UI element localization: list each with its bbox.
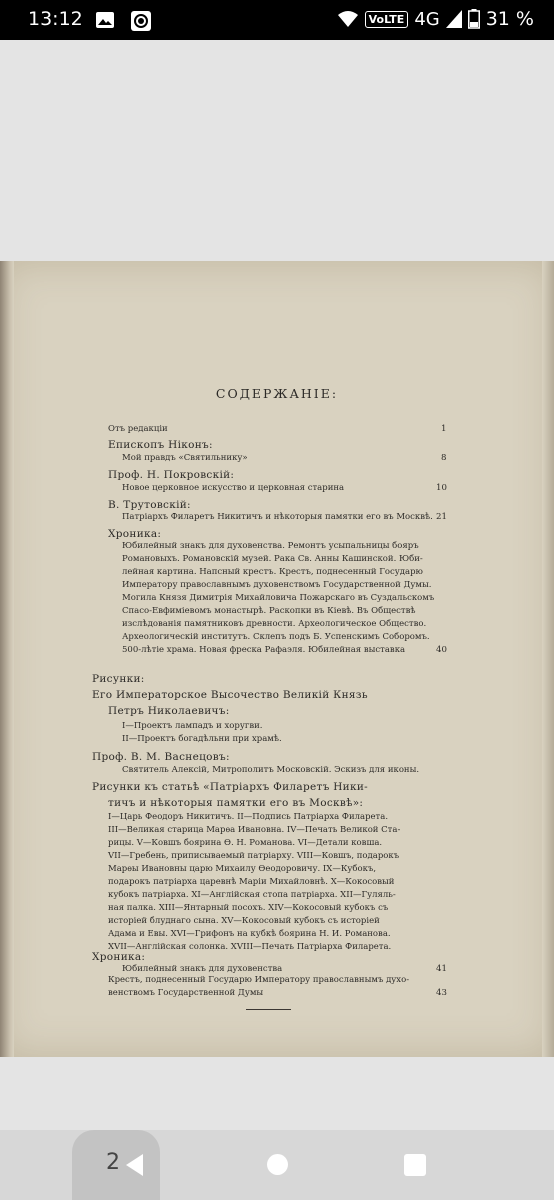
battery-percent: 31 % xyxy=(485,8,534,30)
status-right xyxy=(337,8,534,30)
toc-line: I—Царь Феодоръ Никитичъ. II—Подпись Патріарха Филарета. xyxy=(108,812,389,822)
scanned-page[interactable] xyxy=(0,261,554,1057)
toc-line: I—Проектъ лампадъ и хоругви. xyxy=(122,721,263,731)
toc-line: Святитель Алексій, Митрополитъ Московскій. Эскизъ для иконы. xyxy=(122,765,420,775)
document-viewer[interactable] xyxy=(0,40,554,1130)
toc-author: Проф. В. М. Васнецовъ: xyxy=(92,751,230,763)
toc-line: Адама и Евы. XVI—Грифонъ на кубкѣ боярина Н. И. Романова. xyxy=(108,929,391,939)
toc-line: венствомъ Государственной Думы xyxy=(108,988,264,998)
recents-button[interactable] xyxy=(404,1154,426,1176)
signal-icon xyxy=(446,10,462,28)
toc-line: Отъ редакціи xyxy=(108,424,168,434)
toc-line: кубокъ патріарха. XI—Англійская стопа патріарха. XII—Гуляль- xyxy=(108,890,396,900)
toc-author: В. Трутовскій: xyxy=(108,499,191,511)
status-time: 13:12 xyxy=(28,8,83,30)
toc-page-number: 1 xyxy=(441,424,447,434)
toc-line: лейная картина. Напсный крестъ. Крестъ, поднесенный Государю xyxy=(122,567,423,577)
toc-line: Мой правдъ «Святильнику» xyxy=(122,453,248,463)
toc-author: Его Императорское Высочество Великій Князь xyxy=(92,689,368,701)
toc-line: Юбилейный знакъ для духовенства xyxy=(122,964,283,974)
toc-line: Патріархъ Филаретъ Никитичъ и нѣкоторыя памятки его въ Москвѣ. xyxy=(122,512,433,522)
toc-page-number: 8 xyxy=(441,453,447,463)
battery-icon xyxy=(468,9,480,29)
toc-section: Хроника: xyxy=(108,528,162,540)
home-button[interactable] xyxy=(267,1154,288,1175)
toc-page-number: 41 xyxy=(436,964,447,974)
closing-rule xyxy=(246,1009,291,1010)
toc-line: VII—Гребень, приписываемый патріарху. VIII—Ковшъ, подарокъ xyxy=(108,851,400,861)
toc-section: Хроника: xyxy=(92,951,146,963)
toc-line: Могила Князя Димитрія Михайловича Пожарскаго въ Суздальскомъ xyxy=(122,593,435,603)
toc-line: рицы. V—Ковшъ боярина Ѳ. Н. Романова. VI—Детали ковша. xyxy=(108,838,383,848)
toc-line: Романовыхъ. Романовскій музей. Рака Св. Анны Кашинской. Юби- xyxy=(122,554,423,564)
wifi-icon xyxy=(337,10,359,28)
image-notification-icon xyxy=(95,10,115,30)
toc-author: Проф. Н. Покровскій: xyxy=(108,469,235,481)
network-type: 4G xyxy=(414,8,440,30)
volte-badge: VoLTE xyxy=(365,11,409,28)
toc-line: ная палка. XIII—Янтарный посохъ. XIV—Кокосовый кубокъ съ xyxy=(108,903,389,913)
page-number-indicator: 2 xyxy=(106,1150,120,1175)
toc-line: 500-лѣтіе храма. Новая фреска Рафаэля. Юбилейная выставка xyxy=(122,645,406,655)
toc-line: III—Великая старица Марѳа Ивановна. IV—Печать Великой Ста- xyxy=(108,825,401,835)
toc-author: Рисунки къ статьѣ «Патріархъ Филаретъ Ники- xyxy=(92,781,368,793)
toc-author: Епископъ Ніконъ: xyxy=(108,439,213,451)
navigation-bar xyxy=(0,1130,554,1200)
toc-line: подарокъ патріарха царевнѣ Маріи Михайловнѣ. X—Кокосовый xyxy=(108,877,395,887)
toc-line: исторіей блуднаго сына. XV—Кокосовый кубокъ съ исторіей xyxy=(108,916,380,926)
toc-line: Новое церковное искусство и церковная старина xyxy=(122,483,345,493)
toc-line: Спасо-Евфиміевомъ монастырѣ. Раскопки въ Кіевѣ. Въ Обществѣ xyxy=(122,606,416,616)
toc-author: тичъ и нѣкоторыя памятки его въ Москвѣ»: xyxy=(108,797,364,809)
toc-page-number: 40 xyxy=(436,645,447,655)
toc-page-number: 10 xyxy=(436,483,447,493)
toc-page-number: 43 xyxy=(436,988,447,998)
toc-line: Археологическій институтъ. Склепъ подъ Б. Успенскимъ Соборомъ. xyxy=(122,632,430,642)
back-triangle-icon xyxy=(126,1154,143,1176)
toc-section: Рисунки: xyxy=(92,673,145,685)
toc-author: Петръ Николаевичъ: xyxy=(108,705,230,717)
record-notification-icon xyxy=(130,10,152,32)
toc-line: Крестъ, поднесенный Государю Императору православнымъ духо- xyxy=(108,975,410,985)
toc-page-number: 21 xyxy=(436,512,447,522)
toc-line: XVII—Англійская солонка. XVIII—Печать Патріарха Филарета. xyxy=(108,942,392,952)
toc-line: Императору православнымъ духовенствомъ Государственной Думы. xyxy=(122,580,432,590)
table-of-contents xyxy=(0,261,554,1057)
toc-line: Юбилейный знакъ для духовенства. Ремонтъ усыпальницы бояръ xyxy=(122,541,419,551)
toc-line: изслѣдованія памятниковъ древности. Археологическое Общество. xyxy=(122,619,427,629)
toc-line: II—Проектъ богадѣльни при храмѣ. xyxy=(122,734,282,744)
toc-title: СОДЕРЖАНІЕ: xyxy=(215,386,339,401)
status-bar xyxy=(0,0,554,40)
toc-line: Марѳы Ивановны царю Михаилу Ѳеодоровичу. IX—Кубокъ, xyxy=(108,864,377,874)
